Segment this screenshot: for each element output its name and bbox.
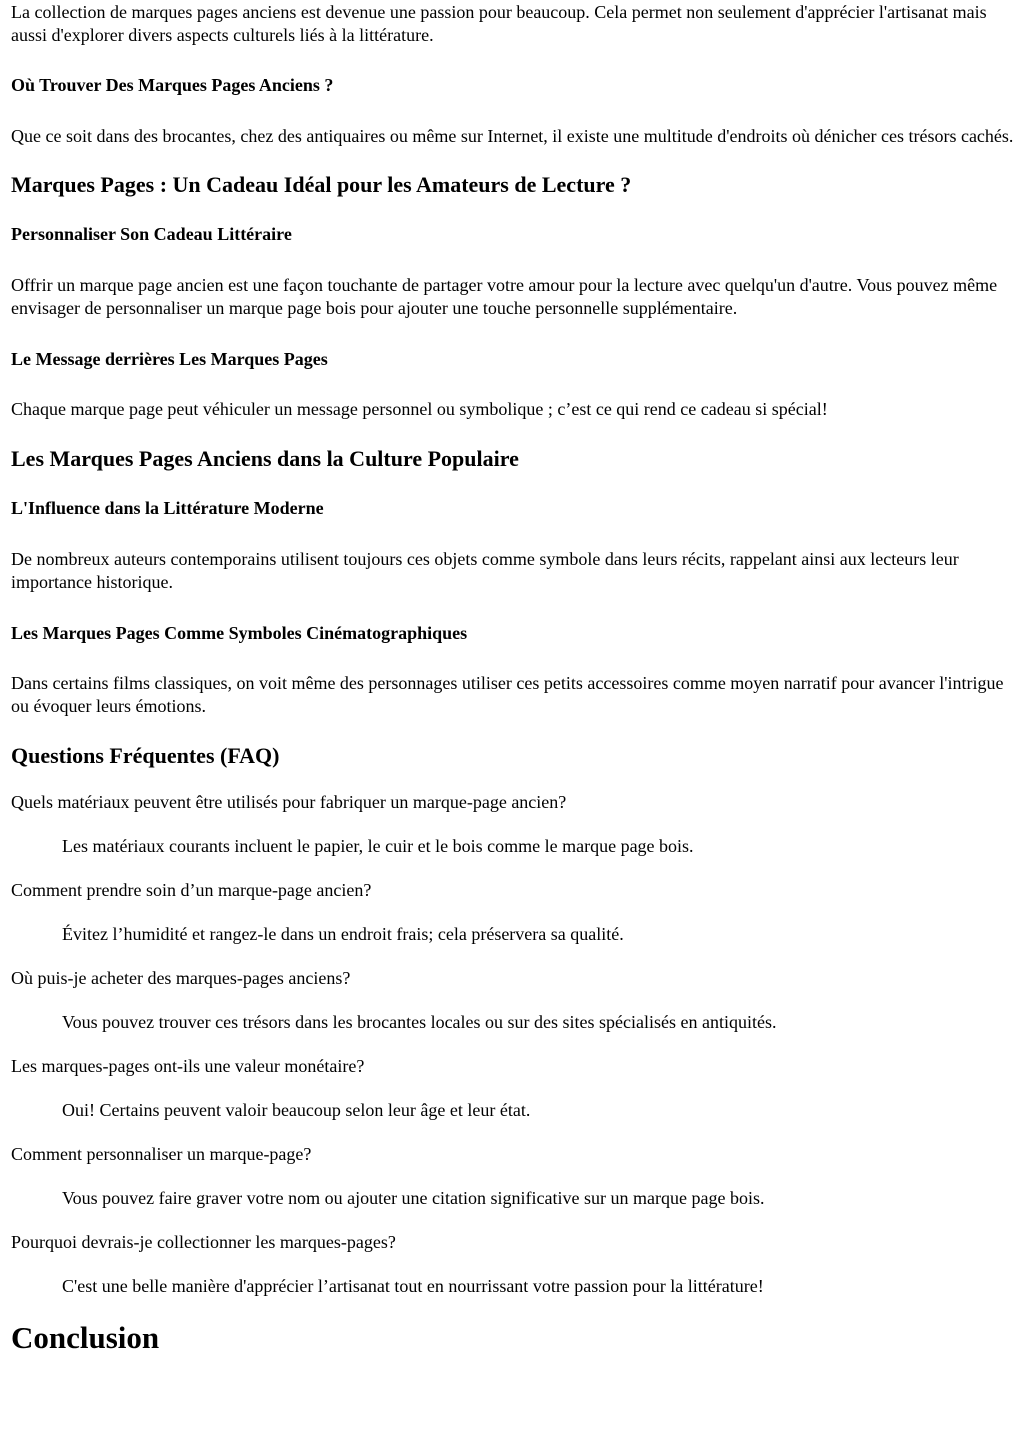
paragraph-message-marques-pages: Chaque marque page peut véhiculer un message personnel ou symbolique ; c’est ce qui rend ce cadeau si spécial! — [11, 399, 828, 419]
heading-symboles-cinematographiques: Les Marques Pages Comme Symboles Cinématographiques — [11, 623, 468, 643]
faq-answer: C'est une belle manière d'apprécier l’artisanat tout en nourrissant votre passion pour la littérature! — [62, 1276, 764, 1296]
faq-question: Comment personnaliser un marque-page? — [11, 1144, 312, 1164]
faq-question: Comment prendre soin d’un marque-page ancien? — [11, 880, 372, 900]
faq-question: Où puis-je acheter des marques-pages anciens? — [11, 968, 351, 988]
heading-faq: Questions Fréquentes (FAQ) — [11, 743, 280, 768]
faq-answer: Oui! Certains peuvent valoir beaucoup selon leur âge et leur état. — [62, 1100, 531, 1120]
faq-question: Quels matériaux peuvent être utilisés pour fabriquer un marque-page ancien? — [11, 792, 567, 812]
faq-question: Les marques-pages ont-ils une valeur monétaire? — [11, 1056, 365, 1076]
heading-message-marques-pages: Le Message derrières Les Marques Pages — [11, 349, 328, 369]
paragraph-personnaliser-cadeau: Offrir un marque page ancien est une façon touchante de partager votre amour pour la lecture avec quelqu'un d'autre. Vous pouvez même envisager de personnaliser un marque page bois pour ajouter une touche personnelle supplémentaire. — [11, 275, 998, 318]
heading-cadeau-ideal: Marques Pages : Un Cadeau Idéal pour les Amateurs de Lecture ? — [11, 172, 632, 197]
heading-litterature-moderne: L'Influence dans la Littérature Moderne — [11, 498, 324, 518]
faq-answer: Vous pouvez faire graver votre nom ou ajouter une citation significative sur un marque page bois. — [62, 1188, 765, 1208]
faq-answer: Les matériaux courants incluent le papier, le cuir et le bois comme le marque page bois. — [62, 836, 694, 856]
faq-answer: Vous pouvez trouver ces trésors dans les brocantes locales ou sur des sites spécialisés en antiquités. — [62, 1012, 777, 1032]
paragraph-symboles-cinematographiques: Dans certains films classiques, on voit même des personnages utiliser ces petits accessoires comme moyen narratif pour avancer l'intrigue ou évoquer leurs émotions. — [11, 673, 1004, 716]
heading-culture-populaire: Les Marques Pages Anciens dans la Culture Populaire — [11, 446, 519, 471]
article-body — [0, 1, 1016, 1356]
intro-paragraph: La collection de marques pages anciens est devenue une passion pour beaucoup. Cela permet non seulement d'apprécier l'artisanat mais aussi d'explorer divers aspects culturels liés à la littérature. — [11, 2, 987, 45]
heading-personnaliser-cadeau: Personnaliser Son Cadeau Littéraire — [11, 224, 292, 244]
faq-answer: Évitez l’humidité et rangez-le dans un endroit frais; cela préservera sa qualité. — [62, 924, 624, 944]
heading-ou-trouver: Où Trouver Des Marques Pages Anciens ? — [11, 75, 334, 95]
paragraph-litterature-moderne: De nombreux auteurs contemporains utilisent toujours ces objets comme symbole dans leurs récits, rappelant ainsi aux lecteurs leur importance historique. — [11, 549, 959, 592]
faq-list — [11, 791, 1016, 1298]
heading-conclusion: Conclusion — [11, 1320, 160, 1355]
paragraph-ou-trouver: Que ce soit dans des brocantes, chez des antiquaires ou même sur Internet, il existe une multitude d'endroits où dénicher ces trésors cachés. — [11, 126, 1014, 146]
faq-question: Pourquoi devrais-je collectionner les marques-pages? — [11, 1232, 396, 1252]
